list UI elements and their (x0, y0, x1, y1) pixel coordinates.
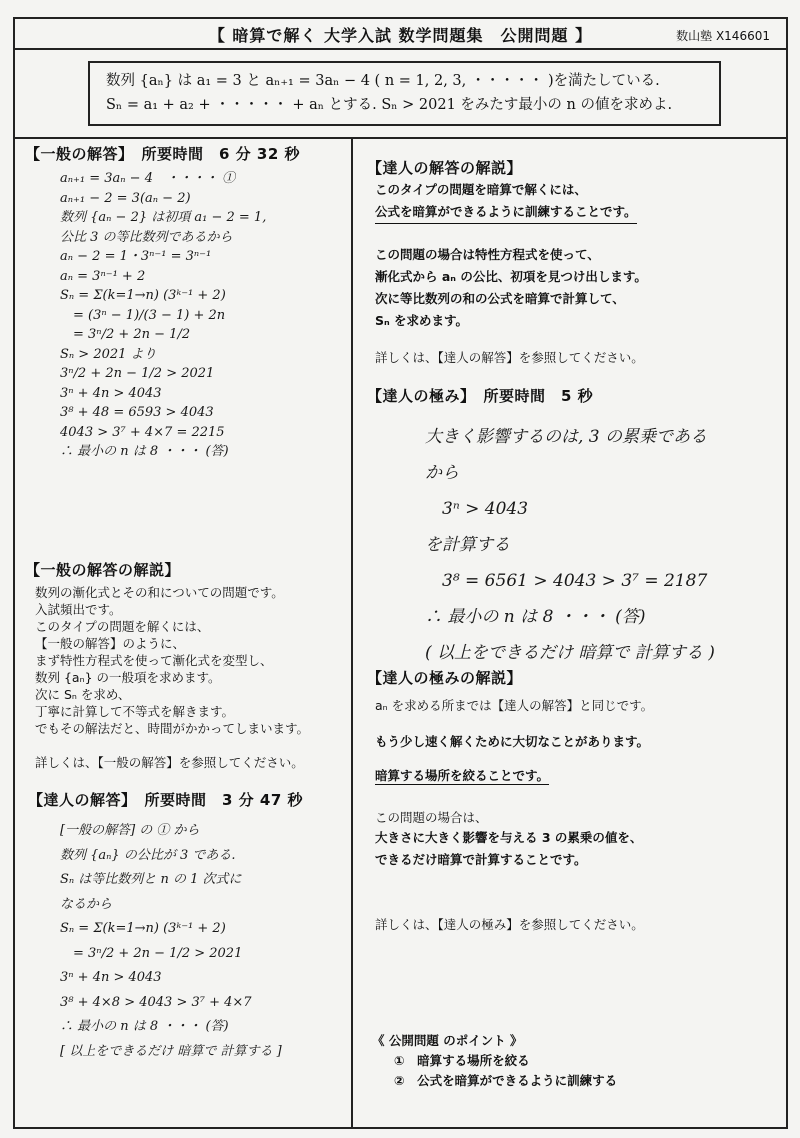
work-line: 数列 {aₙ} の公比が 3 である. (60, 847, 236, 863)
key-point-underlined: 暗算する場所を絞ることです。 (375, 768, 550, 783)
text-line: 【一般の解答】のように、 (35, 636, 186, 651)
work-line: ∴ 最小の n は 8 ・・・ (答) (60, 1019, 229, 1034)
text-line: 丁寧に計算して不等式を解きます。 (35, 704, 235, 719)
work-line: Sₙ は等比数列と n の 1 次式に (60, 872, 242, 887)
text-line: 数列の漸化式とその和についての問題です。 (35, 585, 284, 600)
essence-explanation-line-1: aₙ を求める所までは【達人の解答】と同じです。 (375, 698, 654, 713)
essence-explanation-ref: 詳しくは、【達人の極み】を参照してください。 (375, 917, 644, 932)
work-line: なるから (60, 896, 113, 912)
problem-line-1: 数列 {aₙ} は a₁ = 3 と aₙ₊₁ = 3aₙ − 4 ( n = 1, 2, 3, ・・・・・ )を満たしている. (106, 73, 660, 89)
essence-explanation-body-2: 大きさに大きく影響を与える 3 の累乗の値を、 (375, 830, 643, 845)
work-line: 3ⁿ + 4n > 4043 (60, 385, 162, 401)
text-line: まず特性方程式を使って漸化式を変型し、 (35, 653, 273, 668)
work-line: Sₙ = Σ(k=1→n) (3ᵏ⁻¹ + 2) (60, 921, 226, 936)
expert-explanation-ref: 詳しくは、【達人の解答】を参照してください。 (375, 350, 644, 365)
expert-essence-work (425, 419, 715, 671)
work-line: aₙ₊₁ = 3aₙ − 4 ・・・・ ① (60, 171, 236, 186)
key-point-underlined: 公式を暗算ができるように訓練することです。 (375, 201, 637, 224)
text-line: 漸化式から aₙ の公比、初項を見つけ出します。 (375, 269, 647, 284)
essence-explanation-body-1: この問題の場合は、 (375, 810, 488, 825)
expert-explanation-body (375, 244, 647, 332)
work-line: = (3ⁿ − 1)/(3 − 1) + 2n (60, 307, 226, 323)
work-line: 大きく影響するのは, 3 の累乗である (425, 427, 708, 447)
text-line: このタイプの問題を解くには、 (35, 619, 210, 634)
general-answer-work (60, 169, 266, 462)
work-line: 3⁸ + 4×8 > 4043 > 3⁷ + 4×7 (60, 994, 252, 1010)
work-line: ( 以上をできるだけ 暗算で 計算する ) (425, 643, 715, 663)
work-line: ∴ 最小の n は 8 ・・・ (答) (425, 607, 646, 627)
text-line: Sₙ を求めます。 (375, 313, 469, 328)
work-line: 3⁸ + 48 = 6593 > 4043 (60, 405, 214, 420)
header-bar (15, 19, 786, 50)
key-point-item: ① 暗算する場所を絞る (394, 1053, 530, 1068)
work-line: = 3ⁿ/2 + 2n − 1/2 (60, 327, 191, 342)
text-line: でもその解法だと、時間がかかってしまいます。 (35, 721, 310, 736)
essence-explanation-body-3: できるだけ暗算で計算することです。 (375, 852, 587, 867)
work-line: aₙ₊₁ − 2 = 3(aₙ − 2) (60, 190, 191, 206)
work-line: [ 以上をできるだけ 暗算で 計算する ] (60, 1043, 282, 1059)
expert-answer-work (60, 819, 282, 1064)
work-line: 公比 3 の等比数列であるから (60, 229, 233, 245)
work-line: 3ⁿ/2 + 2n − 1/2 > 2021 (60, 366, 215, 381)
work-line: 数列 {aₙ − 2} は初項 a₁ − 2 = 1, (60, 210, 267, 225)
expert-explanation-intro (375, 179, 637, 224)
problem-line-2: Sₙ = a₁ + a₂ + ・・・・・ + aₙ とする. Sₙ > 2021 をみたす最小の n の値を求めよ. (106, 97, 673, 113)
text-line: 詳しくは、【一般の解答】を参照してください。 (35, 755, 304, 770)
problem-statement (88, 61, 721, 126)
work-line: aₙ − 2 = 1・3ⁿ⁻¹ = 3ⁿ⁻¹ (60, 249, 212, 264)
general-explanation-body (35, 584, 309, 771)
section-divider (15, 137, 786, 139)
work-line: から (425, 463, 459, 483)
text-line: 次に等比数列の和の公式を暗算で計算して、 (375, 291, 625, 306)
work-line: 4043 > 3⁷ + 4×7 = 2215 (60, 424, 225, 440)
expert-answer-title: 【達人の解答】 所要時間 3 分 47 秒 (28, 791, 303, 809)
general-explanation-title: 【一般の解答の解説】 (25, 561, 181, 579)
work-line: [一般の解答] の ① から (60, 823, 200, 838)
key-points-heading: 《 公開問題 のポイント 》 (372, 1033, 523, 1048)
work-line: Sₙ = Σ(k=1→n) (3ᵏ⁻¹ + 2) (60, 288, 226, 303)
text-line: この問題の場合は特性方程式を使って、 (375, 247, 600, 262)
page-title: 【 暗算で解く 大学入試 数学問題集 公開問題 】 (208, 26, 593, 45)
work-line: aₙ = 3ⁿ⁻¹ + 2 (60, 268, 146, 284)
text-line: このタイプの問題を暗算で解くには、 (375, 182, 587, 197)
text-line: 数列 {aₙ} の一般項を求めます。 (35, 670, 221, 685)
column-divider (351, 137, 353, 1127)
expert-essence-title: 【達人の極み】 所要時間 5 秒 (367, 387, 594, 405)
general-answer-title: 【一般の解答】 所要時間 6 分 32 秒 (25, 145, 300, 163)
document-code: 数山塾 X146601 (676, 29, 770, 43)
essence-explanation-title: 【達人の極みの解説】 (367, 669, 523, 687)
work-line: 3ⁿ > 4043 (425, 499, 529, 519)
text-line: 入試頻出です。 (35, 602, 122, 617)
key-point-item: ② 公式を暗算ができるように訓練する (394, 1073, 618, 1088)
key-points (372, 1031, 617, 1091)
work-line: を計算する (425, 535, 510, 555)
expert-explanation-title: 【達人の解答の解説】 (367, 159, 523, 177)
worksheet-page (13, 17, 788, 1129)
work-line: 3⁸ = 6561 > 4043 > 3⁷ = 2187 (425, 571, 708, 591)
work-line: = 3ⁿ/2 + 2n − 1/2 > 2021 (60, 945, 243, 961)
work-line: 3ⁿ + 4n > 4043 (60, 970, 162, 985)
essence-explanation-line-2: もう少し速く解くために大切なことがあります。 (375, 734, 650, 749)
work-line: ∴ 最小の n は 8 ・・・ (答) (60, 444, 229, 459)
work-line: Sₙ > 2021 より (60, 346, 157, 362)
text-line (35, 737, 309, 754)
text-line: 次に Sₙ を求め、 (35, 687, 131, 702)
